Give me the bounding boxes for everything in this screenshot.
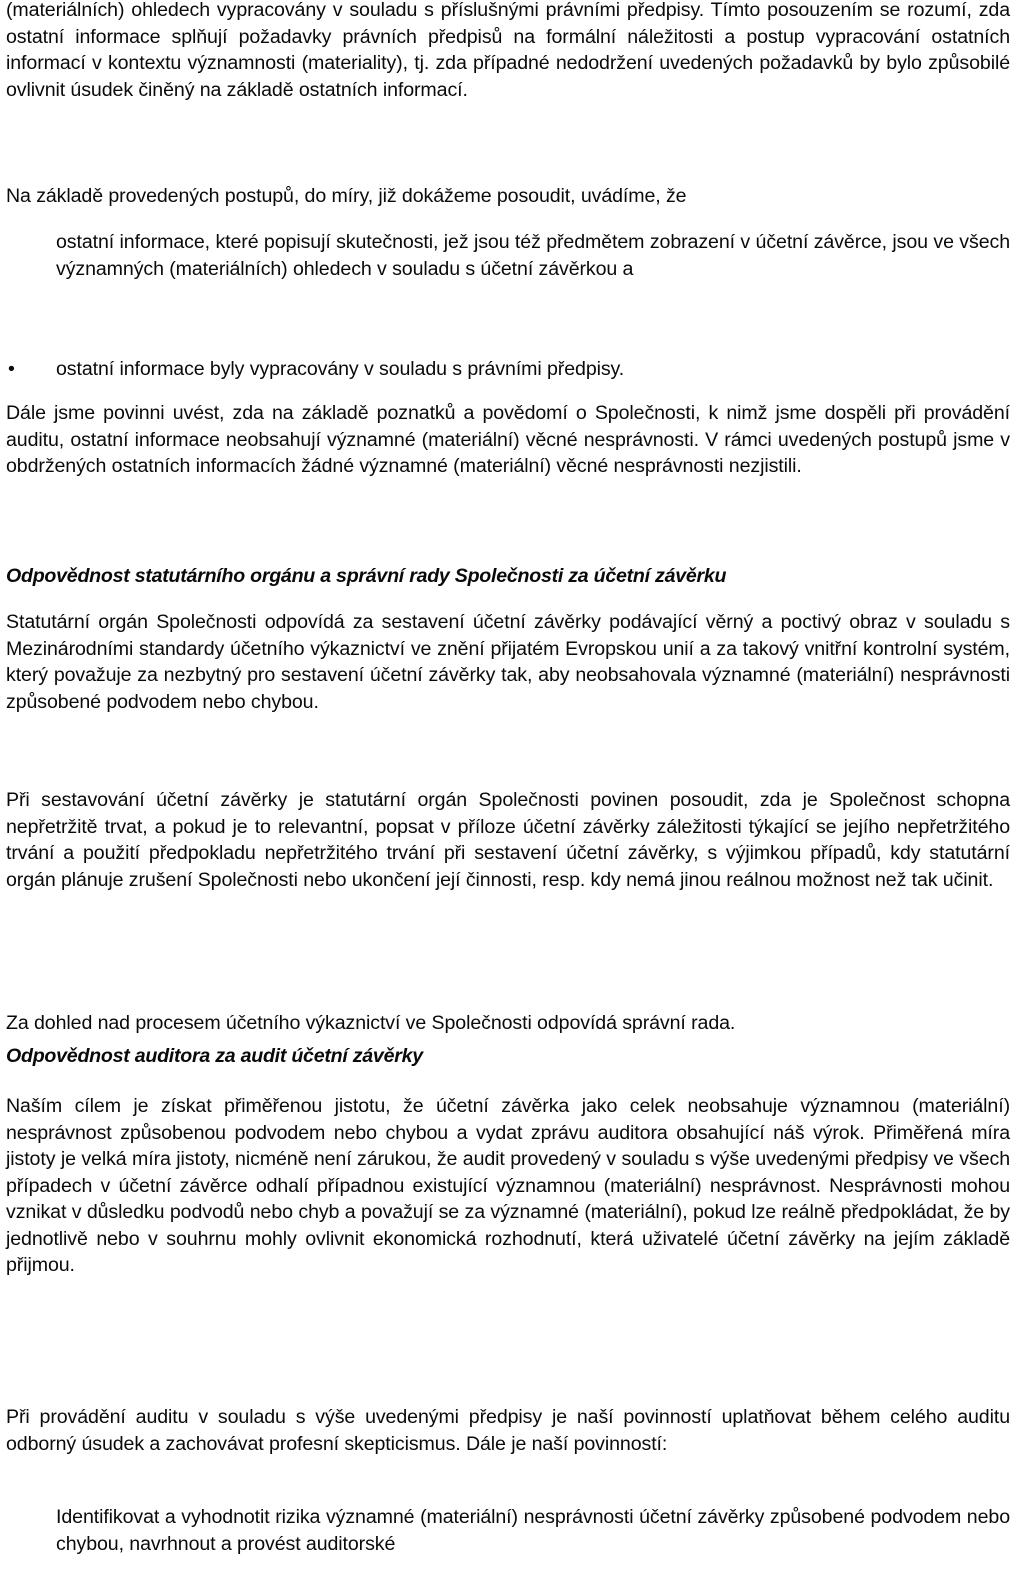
list-item-text: ostatní informace, které popisují skutečnosti, jež jsou též předmětem zobrazení v účetní závěrce, jsou ve všech významných (materiálních) ohledech v souladu s účetní závěrkou a	[56, 231, 1010, 280]
list-item-text: Identifikovat a vyhodnotit rizika významné (materiální) nesprávnosti účetní závěrky způsobené podvodem nebo chybou, navrhnout a provést auditorské	[56, 1506, 1010, 1555]
bullet-marker: •	[8, 358, 15, 380]
paragraph-material-misstatements: Dále jsme povinni uvést, zda na základě poznatků a povědomí o Společnosti, k nimž jsme dospěli při provádění auditu, ostatní informace neobsahují významné (materiální) věcné nesprávnosti. V rámci uvedených postupů jsme v obdržených ostatních informacích žádné významné (materiální) věcné nesprávnosti nezjistili.	[6, 402, 1010, 477]
list-item-identify-risks	[6, 1504, 1010, 1557]
paragraph-oversight: Za dohled nad procesem účetního výkaznictví ve Společnosti odpovídá správní rada.	[6, 1012, 736, 1034]
paragraph-statutory-body-responsibility: Statutární orgán Společnosti odpovídá za sestavení účetní závěrky podávající věrný a poctivý obraz v souladu s Mezinárodními standardy účetního výkaznictví ve znění přijatém Evropskou unií a za takový vnitřní kontrolní systém, který považuje za nezbytný pro sestavení účetní závěrky tak, aby neobsahovala významné (materiální) nesprávnosti způsobené podvodem nebo chybou.	[6, 611, 1010, 713]
list-item-compliance	[6, 356, 1010, 383]
paragraph-materiality-assessment: (materiálních) ohledech vypracovány v souladu s příslušnými právními předpisy. Tímto posouzením se rozumí, zda ostatní informace splňují požadavky právních předpisů na formální náležitosti a postup vypracování ostatních informací v kontextu významnosti (materiality), tj. zda případné nedodržení uvedených požadavků by bylo způsobilé ovlivnit úsudek činěný na základě ostatních informací.	[6, 0, 1010, 101]
paragraph-procedures-intro: Na základě provedených postupů, do míry, již dokážeme posoudit, uvádíme, že	[6, 185, 687, 207]
section-heading-board-responsibility: Odpovědnost statutárního orgánu a správní rady Společnosti za účetní závěrku	[6, 565, 727, 587]
list-item-text: ostatní informace byly vypracovány v souladu s právními předpisy.	[56, 358, 625, 380]
paragraph-audit-objective: Naším cílem je získat přiměřenou jistotu, že účetní závěrka jako celek neobsahuje významnou (materiální) nesprávnost způsobenou podvodem nebo chybou a vydat zprávu auditora obsahující náš výrok. Přiměřená míra jistoty je velká míra jistoty, nicméně není zárukou, že audit provedený v souladu s výše uvedenými předpisy ve všech případech v účetní závěrce odhalí případnou existující významnou (materiální) nesprávnost. Nesprávnosti mohou vznikat v důsledku podvodů nebo chyb a považují se za významné (materiální), pokud lze reálně předpokládat, že by jednotlivě nebo v souhrnu mohly ovlivnit ekonomická rozhodnutí, která uživatelé účetní závěrky na jejím základě přijmou.	[6, 1095, 1010, 1276]
section-heading-auditor-responsibility: Odpovědnost auditora za audit účetní závěrky	[6, 1045, 423, 1067]
list-item-consistency	[6, 229, 1010, 282]
paragraph-professional-judgement: Při provádění auditu v souladu s výše uvedenými předpisy je naší povinností uplatňovat během celého auditu odborný úsudek a zachovávat profesní skepticismus. Dále je naší povinností:	[6, 1406, 1010, 1455]
paragraph-going-concern: Při sestavování účetní závěrky je statutární orgán Společnosti povinen posoudit, zda je Společnost schopna nepřetržitě trvat, a pokud je to relevantní, popsat v příloze účetní závěrky záležitosti týkající se jejího nepřetržitého trvání a použití předpokladu nepřetržitého trvání při sestavení účetní závěrky, s výjimkou případů, kdy statutární orgán plánuje zrušení Společnosti nebo ukončení její činnosti, resp. kdy nemá jinou reálnou možnost než tak učinit.	[6, 789, 1010, 891]
